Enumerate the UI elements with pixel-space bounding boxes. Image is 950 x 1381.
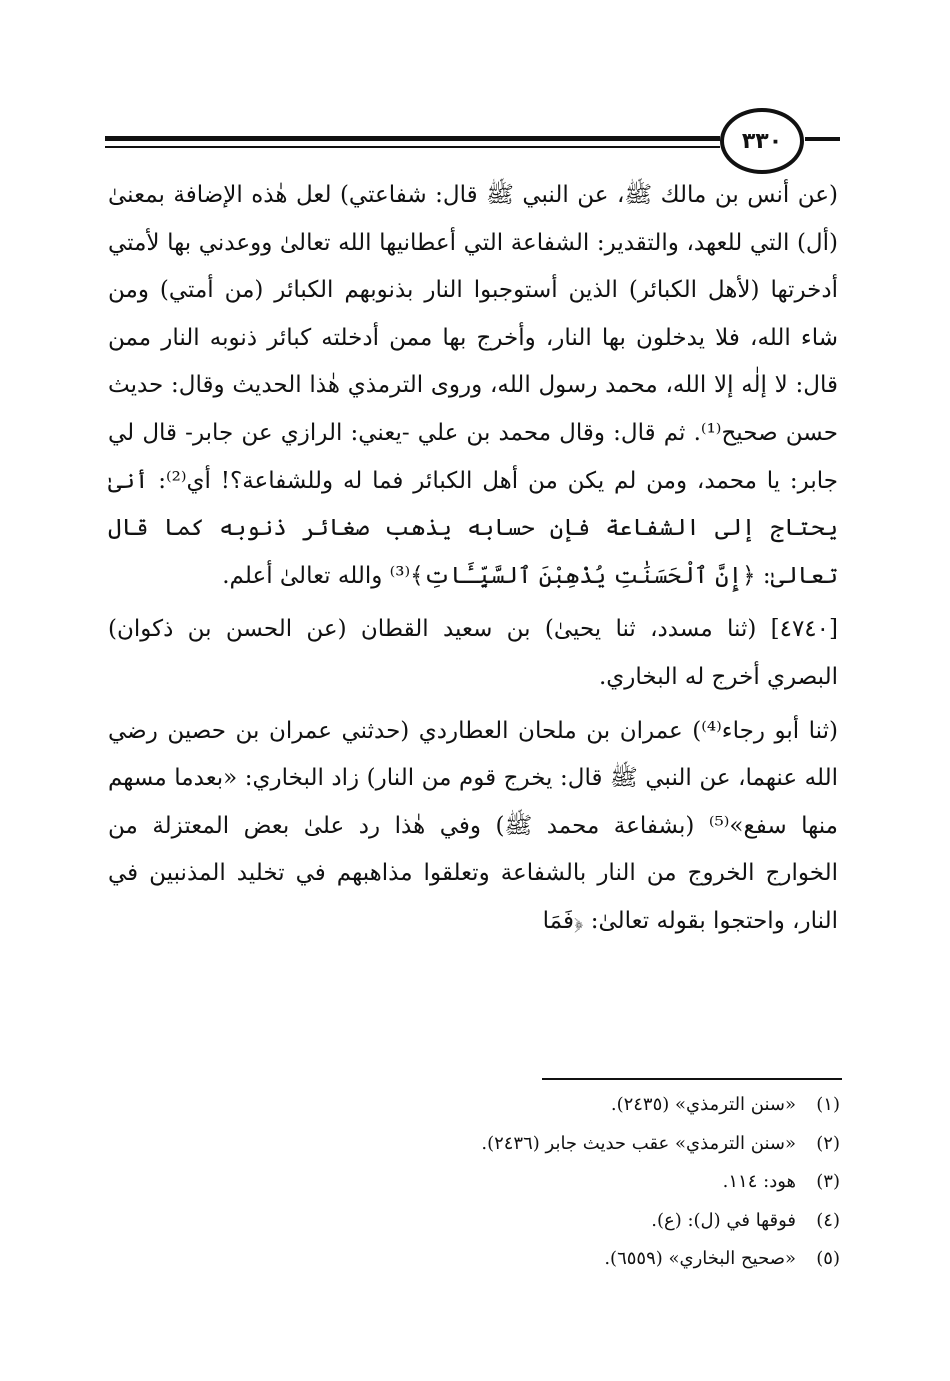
footnote-separator	[542, 1078, 842, 1080]
footnote-item	[400, 1086, 840, 1125]
main-text	[108, 172, 838, 946]
footnote-item	[400, 1202, 840, 1241]
paragraph-2: [٤٧٤٠] (ثنا مسدد، ثنا يحيىٰ) بن سعيد القطان (عن الحسن بن ذكوان) البصري أخرج له البخاري.	[108, 616, 838, 690]
footnote-text: «سنن الترمذي» (٢٤٣٥).	[610, 1094, 796, 1115]
footnote-number: (٥)	[816, 1248, 840, 1269]
footnote-item	[400, 1240, 840, 1279]
page-number: ٣٣٠	[720, 108, 804, 174]
header-rule-right	[805, 137, 840, 141]
paragraph-3: (ثنا أبو رجاء⁽⁴⁾) عمران بن ملحان العطاردي (حدثني عمران بن حصين رضي الله عنهما، عن النبي ﷺ قال: يخرج قوم من النار) زاد البخاري: «بعدما مسهم منها سفع»⁽⁵⁾ (بشفاعة محمد ﷺ) وفي هٰذا رد علىٰ بعض المعتزلة من الخوارج الخروج من النار بالشفاعة وتعلقوا مذاهبهم في تخليد المذنبين في النار، واحتجوا بقوله تعالىٰ: ﴿فَمَا	[108, 717, 838, 934]
footnote-number: (١)	[816, 1094, 840, 1115]
footnote-text: هود: ١١٤.	[722, 1171, 796, 1192]
paragraph-1: (عن أنس بن مالك ﷺ، عن النبي ﷺ قال: شفاعتي) لعل هٰذه الإضافة بمعنىٰ (أل) التي للعهد، والتقدير: الشفاعة التي أعطانيها الله تعالىٰ ووعدني بها لأمتي أدخرتها (لأهل الكبائر) الذين أستوجبوا النار بذنوبهم الكبائر (من أمتي) ومن شاء الله، فلا يدخلون بها النار، وأخرج بها ممن أدخلته كبائر ذنوبه النار ممن قال: لا إلٰه إلا الله، محمد رسول الله، وروى الترمذي هٰذا الحديث وقال: حديث حسن صحيح⁽¹⁾. ثم قال: وقال محمد بن علي -يعني: الرازي عن جابر- قال لي جابر: يا محمد، ومن لم يكن من أهل الكبائر فما له وللشفاعة؟! أي⁽²⁾: أنىٰ يحتاج إلى الشفاعة فإن حسابه يذهب صغائر ذنوبه كما قال تعالىٰ: ﴿إِنَّ ٱلْحَسَنَٰتِ يُذْهِبْنَ ٱلسَّيِّـَٔاتِ﴾⁽³⁾ والله تعالىٰ أعلم.	[108, 182, 838, 589]
header-rule-thin	[105, 146, 720, 148]
footnote-item	[400, 1125, 840, 1164]
footnote-text: فوقها في (ل): (ع).	[651, 1209, 796, 1231]
page-header	[105, 108, 840, 172]
footnote-item	[400, 1163, 840, 1202]
footnote-number: (٣)	[816, 1171, 840, 1192]
footnote-number: (٢)	[816, 1132, 840, 1154]
footnote-text: «سنن الترمذي» عقب حديث جابر (٢٤٣٦).	[481, 1132, 796, 1154]
footnote-text: «صحيح البخاري» (٦٥٥٩).	[604, 1248, 796, 1269]
footnote-number: (٤)	[816, 1209, 840, 1231]
footnotes	[400, 1086, 840, 1279]
header-rule-thick	[105, 136, 720, 141]
